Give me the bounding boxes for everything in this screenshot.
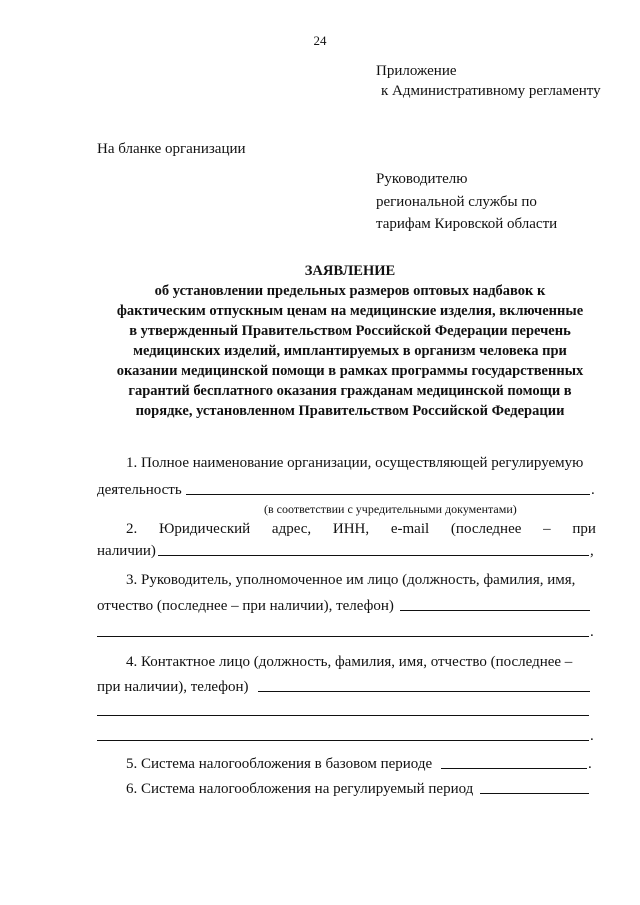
item-3-end: . xyxy=(590,624,594,640)
addressee-line-3: тарифам Кировской области xyxy=(376,216,558,232)
heading-line-6: гарантий бесплатного оказания гражданам медицинской помощи в xyxy=(128,383,572,399)
item-1-hint: (в соответствии с учредительными документами) xyxy=(264,502,517,516)
item-2-word: – xyxy=(543,521,551,537)
item-2-word: Юридический xyxy=(158,521,251,537)
item-2-word: e-mail xyxy=(390,521,430,537)
contact-field-1[interactable] xyxy=(258,691,590,692)
item-5-end: . xyxy=(588,756,592,772)
item-2-end: , xyxy=(590,543,594,559)
item-4-label: при наличии), телефон) xyxy=(97,679,249,695)
item-1-end: . xyxy=(591,482,595,498)
item-4-text: 4. Контактное лицо (должность, фамилия, имя, отчество (последнее – xyxy=(126,654,573,670)
item-3-text: 3. Руководитель, уполномоченное им лицо (должность, фамилия, имя, xyxy=(126,572,576,588)
appendix-label: Приложение xyxy=(376,63,457,79)
item-2-word: адрес, xyxy=(271,521,312,537)
director-field-2[interactable] xyxy=(97,636,589,637)
item-6-text: 6. Система налогообложения на регулируемый период xyxy=(126,781,474,797)
appendix-regulation: к Административному регламенту xyxy=(381,83,601,99)
contact-field-3[interactable] xyxy=(97,740,589,741)
item-2-label: наличии) xyxy=(97,543,156,559)
heading-line-5: оказании медицинской помощи в рамках программы государственных xyxy=(116,363,584,379)
letterhead-note: На бланке организации xyxy=(97,141,246,157)
organization-name-field[interactable] xyxy=(186,494,590,495)
legal-address-field[interactable] xyxy=(158,555,589,556)
item-1-text: 1. Полное наименование организации, осуществляющей регулируемую xyxy=(126,455,584,471)
item-2-word: 2. xyxy=(126,521,138,537)
item-2-word: ИНН, xyxy=(332,521,370,537)
heading-line-4: медицинских изделий, имплантируемых в организм человека при xyxy=(133,343,567,359)
document-title: ЗАЯВЛЕНИЕ xyxy=(304,263,396,279)
addressee-line-1: Руководителю xyxy=(376,171,468,187)
director-field-1[interactable] xyxy=(400,610,590,611)
item-5-text: 5. Система налогообложения в базовом периоде xyxy=(126,756,433,772)
item-1-label: деятельность xyxy=(97,482,182,498)
heading-line-3: в утвержденный Правительством Российской Федерации перечень xyxy=(129,323,571,339)
item-2-word: (последнее xyxy=(450,521,522,537)
contact-field-2[interactable] xyxy=(97,715,589,716)
tax-system-regulated-field[interactable] xyxy=(480,793,589,794)
item-2-word: при xyxy=(572,521,596,537)
item-4-end: . xyxy=(590,728,594,744)
item-3-label: отчество (последнее – при наличии), телефон) xyxy=(97,598,394,614)
heading-line-2: фактическим отпускным ценам на медицинские изделия, включенные xyxy=(116,303,584,319)
heading-line-1: об установлении предельных размеров оптовых надбавок к xyxy=(154,283,546,299)
heading-line-7: порядке, установленном Правительством Российской Федерации xyxy=(135,403,565,419)
addressee-line-2: региональной службы по xyxy=(376,194,537,210)
item-2-line-1 xyxy=(126,520,596,538)
tax-system-base-field[interactable] xyxy=(441,768,587,769)
page-number: 24 xyxy=(313,33,327,48)
